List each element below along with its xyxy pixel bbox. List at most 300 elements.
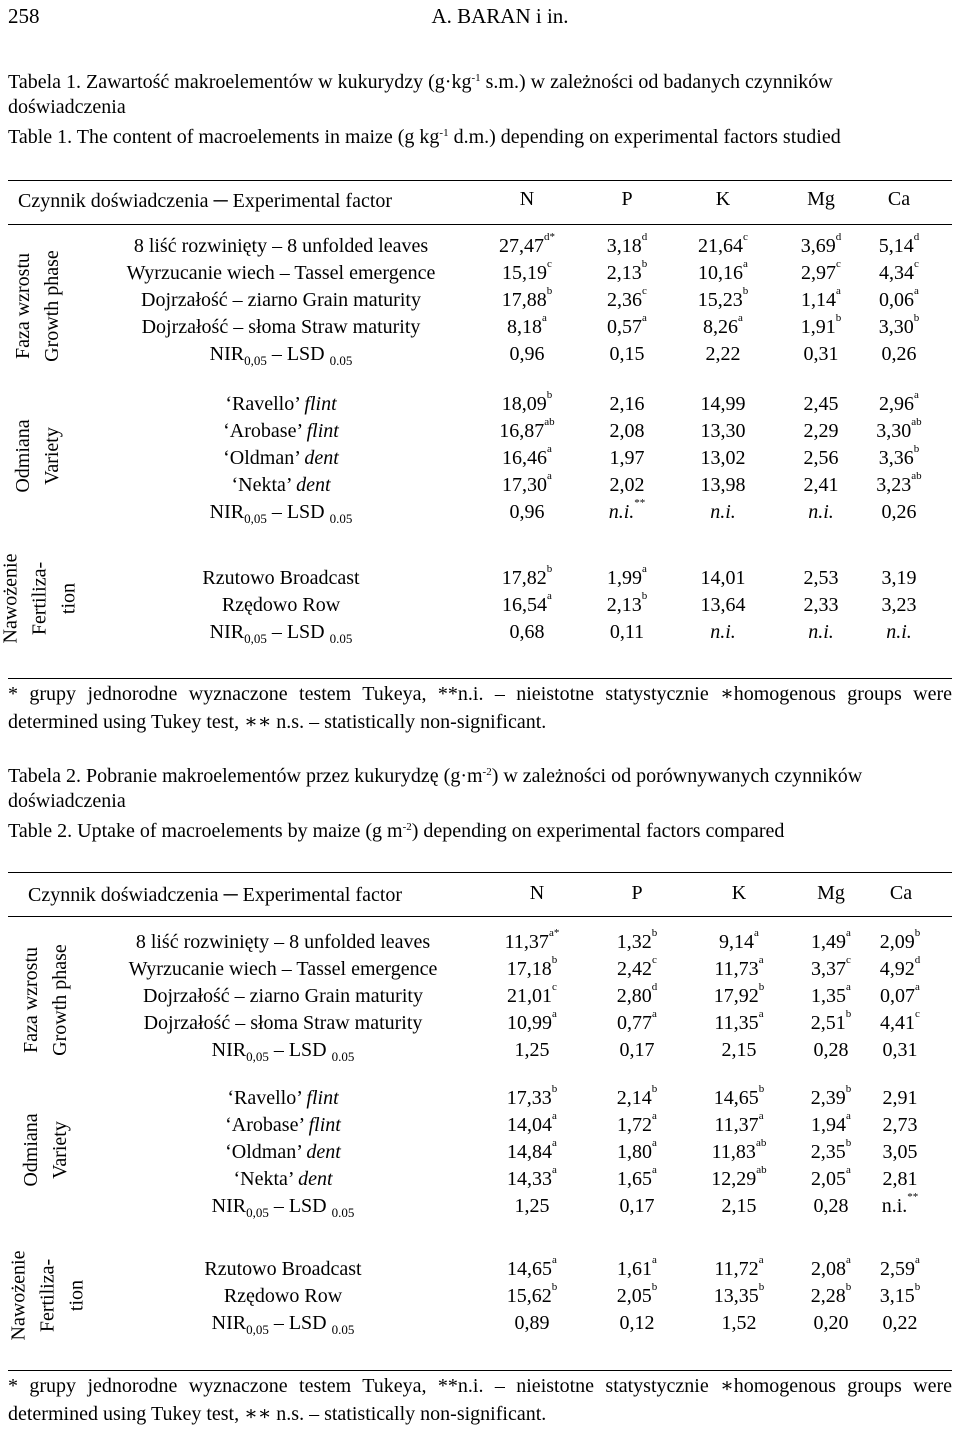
row-label: Dojrzałość – ziarno Grain maturity (141, 289, 421, 311)
table2-col-mg: Mg (817, 882, 845, 904)
group-letter: a (846, 927, 851, 939)
value-text: 3,69 (800, 235, 836, 257)
value-text: 27,47 (499, 235, 544, 257)
group-letter: a (738, 312, 743, 324)
value-text: 1,97 (609, 447, 645, 469)
value-cell (673, 474, 773, 497)
value-text: 2,05 (811, 1168, 847, 1190)
group-letter: c (915, 1008, 920, 1020)
value-text: 2,36 (607, 289, 643, 311)
value-text: 11,37 (504, 931, 549, 953)
value-text: 2,96 (879, 393, 915, 415)
table1-col-mg: Mg (807, 188, 835, 210)
caption-label: Table 2. (8, 820, 73, 842)
group-line: Growth phase (41, 250, 63, 362)
value-text: 11,37 (714, 1114, 759, 1136)
group-letter: b (651, 1281, 658, 1293)
value-text: 0,28 (813, 1195, 849, 1217)
caption-sup: -2 (482, 766, 492, 778)
group-letter: b (913, 312, 920, 324)
row-label: 8 liść rozwinięty – 8 unfolded leaves (135, 931, 431, 953)
value-text: 14,84 (507, 1141, 553, 1163)
group-letter: a (652, 1110, 657, 1122)
value-cell (689, 1312, 789, 1335)
value-text: 16,54 (502, 594, 548, 616)
lsd-sub: 0.05 (331, 1322, 355, 1337)
table2-header-rule (8, 916, 952, 917)
table1-footnote: * grupy jednorodne wyznaczone testem Tukeya, **n.i. – nieistotne statystycznie ∗homogenous groups were determined using Tukey test, ∗∗ n.s. – statistically non-significant. (8, 683, 952, 733)
value-text: 3,37 (811, 958, 847, 980)
group-letter: ab (755, 1137, 767, 1149)
value-text: 5,14 (878, 235, 914, 257)
row-label (90, 1168, 476, 1191)
value-text: 0,57 (607, 316, 643, 338)
value-text: 11,35 (714, 1012, 759, 1034)
group-letter: a (547, 470, 552, 482)
row-label (90, 1141, 476, 1164)
value-cell (673, 285, 773, 312)
group-letter: b (845, 1008, 852, 1020)
row-label: Wyrzucanie wiech – Tassel emergence (126, 262, 436, 284)
group-line: Fertiliza- (36, 1258, 59, 1332)
value-cell (673, 594, 773, 617)
value-text: 11,73 (714, 958, 759, 980)
group-letter: c (846, 954, 851, 966)
lsd-sub: 0.05 (329, 631, 353, 646)
value-text: 14,65 (507, 1258, 553, 1280)
value-text: 2,16 (609, 393, 645, 415)
group-letter: d* (544, 231, 555, 243)
table2-top-rule (8, 872, 952, 873)
lsd-sub: 0.05 (329, 511, 353, 526)
table-row (0, 563, 960, 594)
value-cell (587, 1164, 687, 1191)
group-letter: a (758, 1110, 764, 1122)
value-cell (849, 343, 949, 366)
value-cell (673, 258, 773, 285)
value-text: 13,30 (700, 420, 746, 442)
value-text: n.i. (886, 621, 912, 643)
value-cell (577, 563, 677, 590)
value-cell (587, 1110, 687, 1137)
value-cell (482, 1254, 582, 1281)
value-text: 0,20 (813, 1312, 849, 1334)
group-letter: a (915, 981, 920, 993)
caption-text: The content of macroelements in maize (g kg (72, 126, 440, 148)
table1-caption-pl (8, 70, 954, 120)
value-text: 11,72 (714, 1258, 759, 1280)
value-cell (673, 312, 773, 339)
value-cell (587, 1083, 687, 1110)
variety-type: flint (308, 1114, 341, 1136)
value-cell (849, 389, 949, 416)
value-text: 1,25 (514, 1195, 550, 1217)
value-cell (587, 1254, 687, 1281)
value-cell (482, 1137, 582, 1164)
row-label (80, 474, 482, 497)
value-text: 0,68 (509, 621, 545, 643)
value-text: 0,15 (609, 343, 645, 365)
row-label (80, 343, 482, 366)
value-text: 2,81 (882, 1168, 918, 1190)
value-text: 10,16 (698, 262, 744, 284)
group-letter: b (651, 1083, 658, 1095)
group-letter: a (743, 258, 748, 270)
value-text: 2,97 (801, 262, 837, 284)
value-cell (482, 1164, 582, 1191)
value-text: 2,14 (616, 1087, 652, 1109)
value-cell (477, 563, 577, 590)
value-cell (850, 954, 950, 981)
nir-text: NIR (209, 621, 245, 643)
value-text: 13,64 (700, 594, 746, 616)
value-text: 2,08 (811, 1258, 847, 1280)
table2-col-k: K (731, 882, 747, 904)
lsd-sub: 0.05 (331, 1205, 355, 1220)
value-text: 14,01 (700, 567, 746, 589)
group-letter: a (846, 981, 851, 993)
value-text: 0,12 (619, 1312, 655, 1334)
lsd-row (0, 1191, 960, 1222)
group-letter: b (835, 312, 842, 324)
table-row (0, 285, 960, 316)
value-cell (477, 470, 577, 497)
value-cell (689, 1195, 789, 1218)
value-text: 1,32 (616, 931, 652, 953)
value-text: 21,64 (698, 235, 744, 257)
table2-bottom-rule (8, 1370, 952, 1371)
table1-caption-en (8, 125, 954, 150)
group-letter: b (758, 981, 765, 993)
lsd-sub: 0.05 (331, 1049, 355, 1064)
value-cell (577, 474, 677, 497)
value-text: 2,13 (606, 594, 642, 616)
value-text: 2,51 (810, 1012, 846, 1034)
value-text: 1,99 (607, 567, 643, 589)
value-cell (477, 343, 577, 366)
value-cell (482, 927, 582, 954)
value-cell (482, 1008, 582, 1035)
value-text: 2,45 (803, 393, 839, 415)
value-text: 3,30 (876, 420, 912, 442)
variety-type: flint (306, 420, 339, 442)
value-text: 0,22 (882, 1312, 918, 1334)
group-line: Nawożenie (7, 1250, 30, 1340)
value-cell (482, 954, 582, 981)
lsd-text: – LSD (268, 1039, 332, 1061)
table2-footnote: * grupy jednorodne wyznaczone testem Tukeya, **n.i. – nieistotne statystycznie ∗homogenous groups were determined using Tukey test, ∗∗ n.s. – statistically non-significant. (8, 1375, 952, 1425)
group-line: Nawożenie (0, 553, 22, 643)
value-cell (849, 312, 949, 339)
nir-text: NIR (211, 1312, 247, 1334)
caption-text: ) w zależności od porównywanych czynników doświadczenia (8, 765, 863, 812)
value-text: 16,87 (499, 420, 545, 442)
value-cell (673, 343, 773, 366)
group-letter: a (758, 1254, 764, 1266)
value-cell (850, 1039, 950, 1062)
value-text: n.i. (881, 1195, 908, 1217)
value-cell (477, 258, 577, 285)
nir-text: NIR (209, 343, 245, 365)
row-label: Dojrzałość – słoma Straw maturity (143, 1012, 423, 1034)
value-cell (587, 1281, 687, 1308)
group-letter: b (758, 1083, 765, 1095)
value-text: 15,19 (502, 262, 548, 284)
caption-text: ) depending on experimental factors compared (411, 820, 785, 842)
caption-text: Uptake of macroelements by maize (g m (72, 820, 403, 842)
group-letter: b (913, 443, 920, 455)
value-cell (850, 1254, 950, 1281)
lsd-row (0, 1039, 960, 1066)
group-letter: a* (548, 927, 560, 939)
group-letter: a (846, 1110, 851, 1122)
lsd-row (0, 621, 960, 648)
value-text: 1,65 (617, 1168, 653, 1190)
group-variety-text (9, 396, 67, 516)
value-cell (587, 1137, 687, 1164)
group-fertilization-text (5, 1235, 92, 1355)
value-text: 2,15 (721, 1195, 757, 1217)
group-letter: c (552, 981, 557, 993)
value-text: 1,52 (721, 1312, 757, 1334)
group-letter: a (914, 285, 919, 297)
value-text: 12,29 (711, 1168, 757, 1190)
value-text: 3,23 (881, 594, 917, 616)
caption-text: d.m.) depending on experimental factors studied (448, 126, 841, 148)
row-label (90, 1114, 476, 1137)
value-cell (850, 1281, 950, 1308)
group-letter: ab (911, 416, 922, 428)
table2-col-p: P (631, 882, 643, 904)
value-cell (587, 981, 687, 1008)
value-cell (577, 285, 677, 312)
value-cell (482, 1110, 582, 1137)
value-cell (577, 258, 677, 285)
group-growth-phase-text (17, 925, 75, 1075)
value-cell (477, 416, 577, 443)
row-label: Dojrzałość – ziarno Grain maturity (143, 985, 423, 1007)
table-row (0, 1164, 960, 1195)
value-cell (587, 1008, 687, 1035)
value-cell (849, 443, 949, 470)
group-letter: b (551, 1083, 558, 1095)
table-row (0, 981, 960, 1012)
group-growth-phase-text (9, 231, 67, 381)
value-cell (482, 1312, 582, 1335)
group-letter: a (552, 1008, 557, 1020)
group-letter: b (641, 590, 648, 602)
value-text: 1,35 (811, 985, 847, 1007)
group-letter: a (552, 1254, 557, 1266)
value-text: 4,92 (879, 958, 915, 980)
value-cell (477, 443, 577, 470)
value-text: 14,04 (507, 1114, 553, 1136)
table-row (0, 954, 960, 985)
row-label (80, 621, 482, 644)
value-text: 2,56 (803, 447, 839, 469)
value-text: 0,17 (619, 1195, 655, 1217)
value-text: 10,99 (507, 1012, 553, 1034)
lsd-text: – LSD (266, 621, 330, 643)
value-text: 2,33 (803, 594, 839, 616)
value-text: 2,53 (803, 567, 839, 589)
value-text: 2,35 (810, 1141, 846, 1163)
value-text: 2,15 (721, 1039, 757, 1061)
value-cell (673, 621, 773, 644)
value-text: n.i. (808, 621, 834, 643)
variety-type: dent (298, 1168, 333, 1190)
row-label (90, 1087, 476, 1110)
value-cell (850, 1141, 950, 1164)
value-text: 16,46 (502, 447, 548, 469)
value-text: 2,29 (803, 420, 839, 442)
value-text: 11,83 (711, 1141, 756, 1163)
value-text: 1,72 (617, 1114, 653, 1136)
group-line: tion (57, 582, 80, 614)
value-cell (689, 1083, 789, 1110)
value-text: 14,33 (507, 1168, 553, 1190)
nir-sub: 0,05 (244, 631, 267, 646)
value-text: 1,14 (801, 289, 837, 311)
value-text: 13,02 (700, 447, 746, 469)
group-letter: a (547, 443, 552, 455)
group-letter: d (913, 231, 920, 243)
table2-col-n: N (529, 882, 545, 904)
table2-caption-pl (8, 764, 954, 814)
table-row (0, 927, 960, 958)
value-cell (850, 927, 950, 954)
group-letter: c (914, 258, 919, 270)
value-text: 17,88 (501, 289, 547, 311)
row-label (80, 420, 482, 443)
row-label (90, 1039, 476, 1062)
value-cell (673, 567, 773, 590)
value-cell (587, 1039, 687, 1062)
value-text: 0,96 (509, 501, 545, 523)
row-label (80, 447, 482, 470)
group-line: Variety (41, 427, 63, 485)
value-cell (577, 231, 677, 258)
value-cell (850, 1191, 950, 1218)
group-letter: c (743, 231, 748, 243)
value-text: 1,94 (811, 1114, 847, 1136)
nir-text: NIR (211, 1195, 247, 1217)
variety-name: ‘Arobase’ (223, 420, 307, 442)
caption-label: Table 1. (8, 126, 73, 148)
value-text: 2,09 (879, 931, 915, 953)
nir-sub: 0,05 (246, 1049, 269, 1064)
group-line: Growth phase (49, 944, 71, 1056)
value-text: n.i. (608, 501, 635, 523)
variety-name: ‘Oldman’ (225, 1141, 307, 1163)
variety-type: dent (304, 447, 339, 469)
value-cell (477, 285, 577, 312)
row-label: 8 liść rozwinięty – 8 unfolded leaves (133, 235, 429, 257)
value-cell (477, 501, 577, 524)
value-cell (850, 1114, 950, 1137)
value-text: 21,01 (507, 985, 553, 1007)
caption-label: Tabela 1. (8, 71, 82, 93)
row-label: Dojrzałość – słoma Straw maturity (141, 316, 421, 338)
variety-type: flint (306, 1087, 339, 1109)
value-text: n.i. (710, 501, 736, 523)
value-cell (849, 470, 949, 497)
value-text: 3,23 (876, 474, 912, 496)
table2-caption-en (8, 819, 954, 844)
group-letter: ** (907, 1191, 919, 1203)
value-cell (673, 231, 773, 258)
value-cell (850, 1168, 950, 1191)
value-cell (673, 447, 773, 470)
group-letter: ab (911, 470, 922, 482)
table-row (0, 231, 960, 262)
value-cell (482, 981, 582, 1008)
value-cell (849, 416, 949, 443)
group-line: Faza wzrostu (20, 946, 42, 1054)
value-cell (673, 420, 773, 443)
caption-label: Tabela 2. (8, 765, 82, 787)
group-letter: a (915, 1254, 920, 1266)
value-text: 2,08 (609, 420, 645, 442)
value-cell (689, 1254, 789, 1281)
table-row (0, 1281, 960, 1312)
value-text: 18,09 (501, 393, 547, 415)
value-text: 0,07 (880, 985, 916, 1007)
group-letter: c (547, 258, 552, 270)
value-cell (587, 927, 687, 954)
value-cell (587, 1195, 687, 1218)
group-letter: a (754, 927, 759, 939)
value-text: 2,59 (880, 1258, 916, 1280)
value-cell (849, 621, 949, 644)
group-letter: c (642, 285, 647, 297)
value-text: 0,89 (514, 1312, 550, 1334)
value-text: 15,23 (697, 289, 743, 311)
value-text: 13,98 (700, 474, 746, 496)
value-text: 17,33 (506, 1087, 552, 1109)
value-cell (477, 389, 577, 416)
table1-header-rule (8, 224, 952, 225)
value-cell (482, 1195, 582, 1218)
group-letter: b (845, 1281, 852, 1293)
value-text: 3,36 (878, 447, 914, 469)
group-letter: b (845, 1137, 852, 1149)
group-letter: b (845, 1083, 852, 1095)
value-text: 0,26 (881, 501, 917, 523)
value-text: 17,18 (506, 958, 552, 980)
variety-name: ‘Nekta’ (231, 474, 297, 496)
group-letter: a (846, 1164, 851, 1176)
value-text: 0,28 (813, 1039, 849, 1061)
group-letter: a (652, 1164, 657, 1176)
group-letter: a (547, 590, 552, 602)
variety-name: ‘Oldman’ (223, 447, 305, 469)
value-cell (482, 1281, 582, 1308)
variety-name: ‘Nekta’ (233, 1168, 299, 1190)
value-cell (850, 1008, 950, 1035)
value-text: 2,02 (609, 474, 645, 496)
table-row (0, 1008, 960, 1039)
table1-col-n: N (519, 188, 535, 210)
value-text: 2,13 (606, 262, 642, 284)
value-cell (477, 590, 577, 617)
row-label: Rzędowo Row (223, 1285, 343, 1307)
value-text: 14,65 (713, 1087, 759, 1109)
table1-col-p: P (621, 188, 633, 210)
value-cell (850, 981, 950, 1008)
value-text: 0,17 (619, 1039, 655, 1061)
row-label: Rzędowo Row (221, 594, 341, 616)
